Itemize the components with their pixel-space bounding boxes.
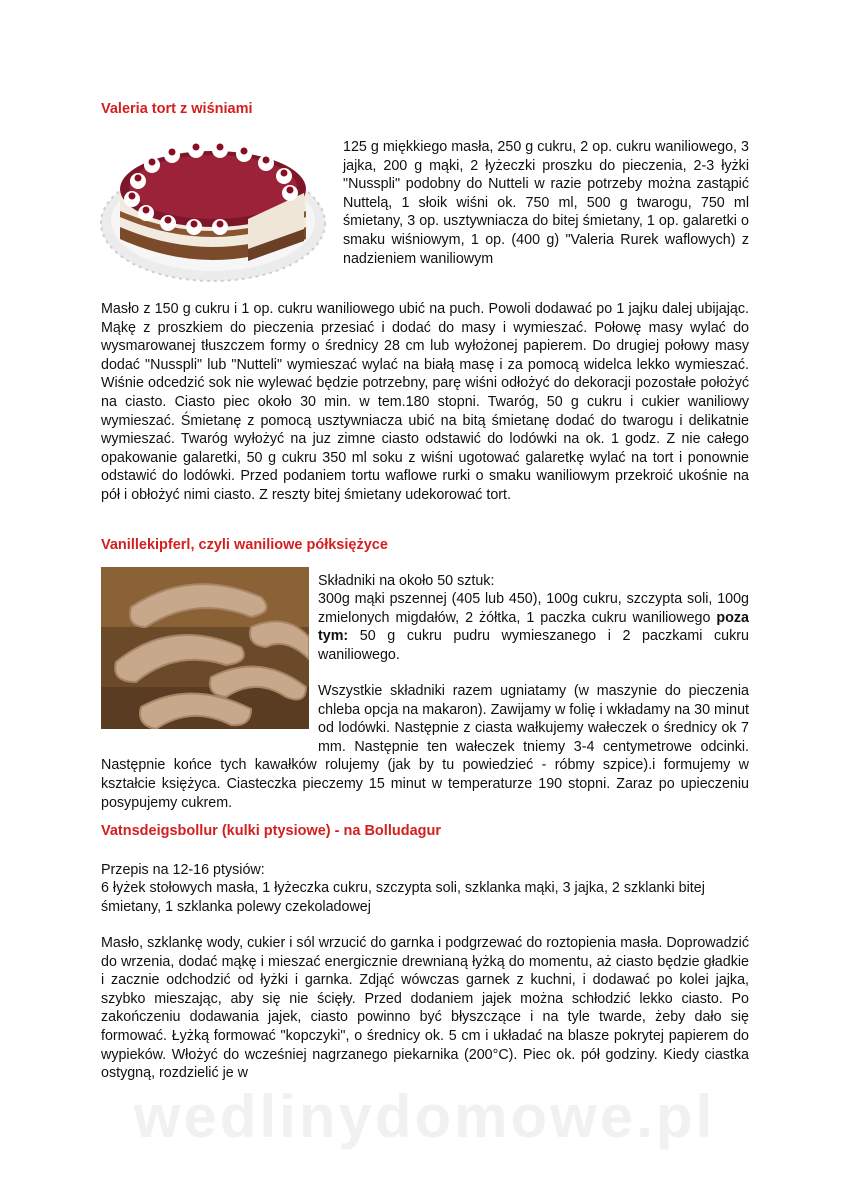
recipe-title-valeria-tort: Valeria tort z wiśniami (101, 101, 253, 117)
image-spacer (101, 682, 318, 738)
watermark: wedlinydomowe.pl (133, 1083, 716, 1150)
vanillekipferl-ingredients (318, 590, 749, 664)
vatnsdeigsbollur-intro: Przepis na 12-16 ptysiów: (101, 862, 265, 878)
vanillekipferl-ingredients-extra: 50 g cukru pudru wymieszanego i 2 paczkami cukru waniliowego. (318, 628, 749, 663)
recipe-title-vatnsdeigsbollur: Vatnsdeigsbollur (kulki ptysiowe) - na Bolludagur (101, 823, 441, 839)
vatnsdeigsbollur-ingredients: 6 łyżek stołowych masła, 1 łyżeczka cukru, szczypta soli, szklanka mąki, 3 jajka, 2 szklanki bitej śmietany, 1 szklanka polewy czekoladowej (101, 880, 705, 915)
cake-photo (98, 131, 328, 289)
valeria-ingredients: 125 g miękkiego masła, 250 g cukru, 2 op. cukru waniliowego, 3 jajka, 200 g mąki, 2 łyżeczki proszku do pieczenia, 2-3 łyżki "Nusspli" podobny do Nutteli w razie potrzeby można zastąpić Nuttelą, 1 słoik wiśni ok. 750 ml, 500 g twarogu, 750 ml śmietany, 3 op. usztywniacza do bitej śmietany, 1 op. galaretki o smaku wiśniowym, 1 op. (400 g) "Valeria Rurek waflowych) z nadzieniem waniliowym (343, 139, 749, 267)
recipe-title-vanillekipferl: Vanillekipferl, czyli waniliowe półksiężyce (101, 537, 388, 553)
vanillekipferl-method (101, 682, 749, 812)
vatnsdeigsbollur-method: Masło, szklankę wody, cukier i sól wrzucić do garnka i podgrzewać do roztopienia masła. Doprowadzić do wrzenia, dodać mąkę i mieszać energicznie drewnianą łyżką do momentu, aż ciasto będzie gładkie i zacznie odchodzić od łyżki i garnka. Zdjąć wówczas garnek z kuchni, i dodawać po kolei jajka, szybko mieszając, aby się nie ścięły. Przed dodaniem jajek można schłodzić lekko ciasto. Po zakończeniu dodawania jajek, ciasto powinno być błyszczące i na tyle twarde, żeby dało się formować. Łyżką formować "kopczyki", o średnicy ok. 5 cm i układać na blasze pokrytej papierem do wypieków. Włożyć do wcześniej nagrzanego piekarnika (200°C). Piec ok. pół godziny. Kiedy ciastka ostygną, rozdzielić je w (101, 935, 749, 1082)
vanillekipferl-ingredients-main: 300g mąki pszennej (405 lub 450), 100g cukru, szczypta soli, 100g zmielonych migdałów, 2 żółtka, 1 paczka cukru waniliowego (318, 591, 749, 626)
vanillekipferl-ingredients-bold: poza tym: (318, 609, 749, 645)
vanillekipferl-intro: Składniki na około 50 sztuk: (318, 573, 495, 589)
valeria-method: Masło z 150 g cukru i 1 op. cukru waniliowego ubić na puch. Powoli dodawać po 1 jajku dalej ubijając. Mąkę z proszkiem do pieczenia przesiać i dodać do masy i wymieszać. Połowę masy wylać do wysmarowanej tłuszczem formy o średnicy 28 cm lub wyłożonej papierem. Do drugiej połowy masy dodać "Nusspli" lub "Nutteli" wymieszać wylać na białą masę i za pomocą widelca lekko wymieszać. Wiśnie odcedzić sok nie wylewać będzie potrzebny, parę wiśni odłożyć do dekoracji pozostałe położyć na ciasto. Ciasto piec około 30 min. w tem.180 stopni. Twaróg, 50 g cukru i cukier waniliowy wymieszać. Śmietanę z pomocą usztywniacza ubić na bitą śmietanę dodać do twarogu i delikatnie wymieszać. Twaróg wyłożyć na juz zimne ciasto odstawić do lodówki na ok. 1 godz. Z nie całego opakowanie galaretki, 50 g cukru 350 ml soku z wiśni ugotować galaretkę wylać na tort i ponownie odstawić do lodówki. Przed podaniem tortu waflowe rurki o smaku waniliowym przekroić ukośnie na pół i obłożyć nimi ciasto. Z reszty bitej śmietany udekorować tort. (101, 301, 749, 503)
vanillekipferl-method-text: Wszystkie składniki razem ugniatamy (w maszynie do pieczenia chleba opcja na makaron). Zawijamy w folię i wkładamy na 30 minut od lodówki. Następnie z ciasta wałkujemy wałeczek o średnicy ok 7 mm. Następnie ten wałeczek tniemy 3-4 centymetrowe odcinki. Następnie końce tych kawałków rolujemy (jak by tu powiedzieć - róbmy szpice).i formujemy w kształcie księżyca. Ciasteczka pieczemy 15 minut w temperaturze 190 stopni. Zaraz po upieczeniu posypujemy cukrem. (101, 683, 749, 811)
